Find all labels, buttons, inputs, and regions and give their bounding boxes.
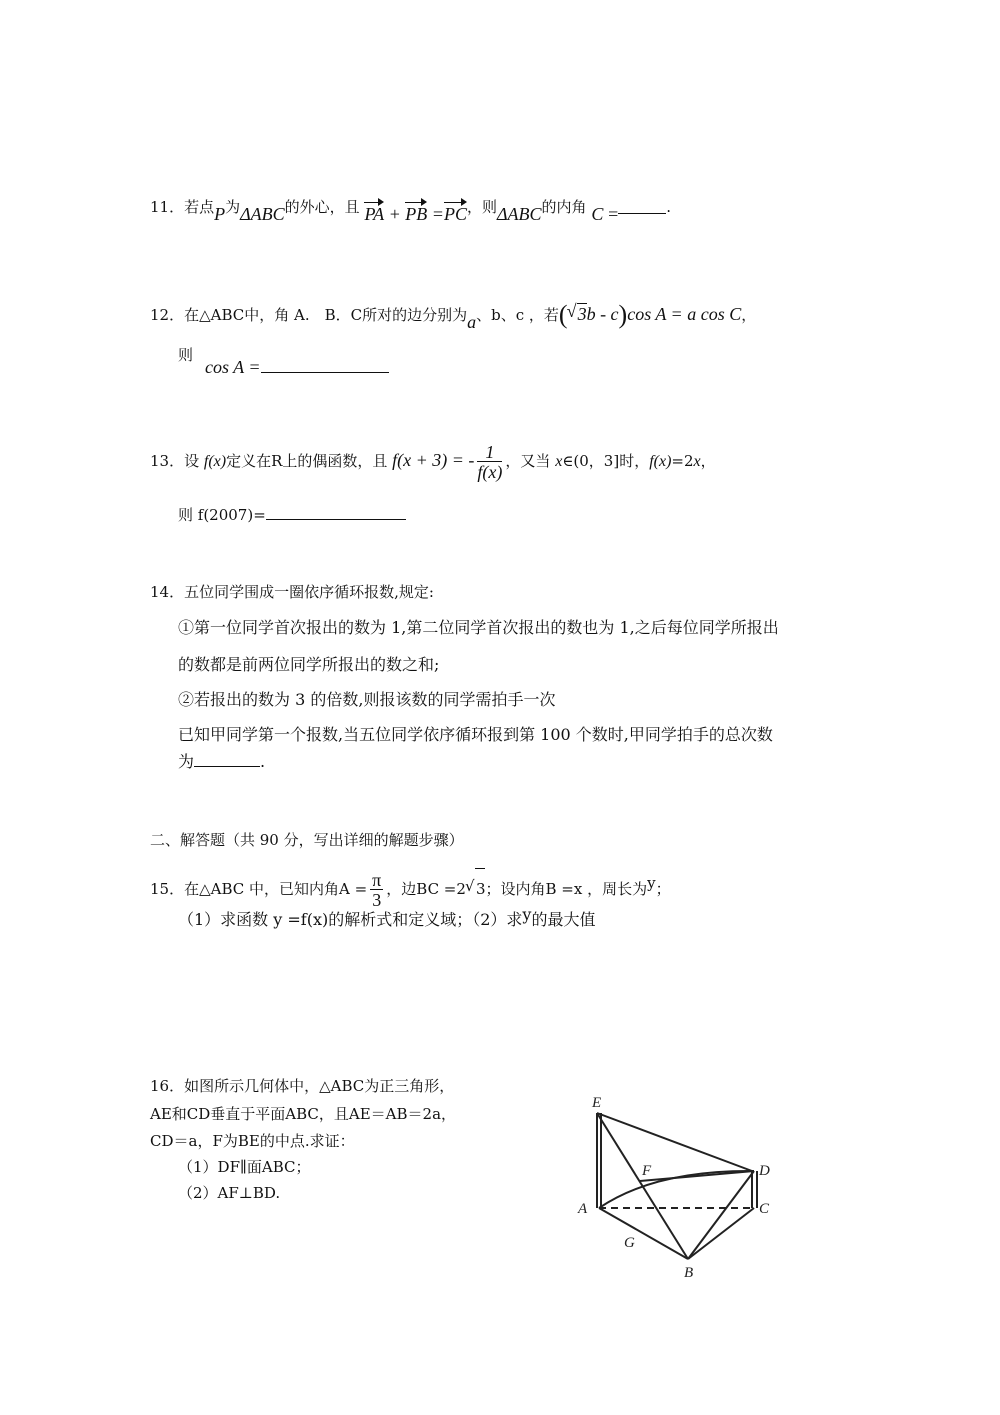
question-15 bbox=[150, 868, 671, 910]
edge-ab bbox=[599, 1208, 688, 1259]
q13-x: x bbox=[555, 453, 563, 470]
q12-sqrt3: √ 3 bbox=[577, 303, 587, 324]
question-12 bbox=[150, 300, 757, 332]
q15-sqrt3: √ 3 bbox=[475, 868, 486, 909]
q15-subquestions bbox=[178, 905, 596, 930]
q12-text-1: 12．在△ABC中，角 A. B．C所对的边分别为 bbox=[150, 306, 468, 324]
section-heading: 二、解答题（共 90 分，写出详细的解题步骤） bbox=[150, 831, 464, 849]
q16-part-1: （1）DF∥面ABC； bbox=[178, 1158, 311, 1176]
q13-text-4: ∈(0，3]时， bbox=[562, 452, 650, 470]
q12-comma: ， bbox=[741, 306, 757, 324]
segment-fd bbox=[640, 1171, 754, 1181]
q13-text-2: 定义在R上的偶函数，且 bbox=[226, 452, 388, 470]
q12-sqrt-term bbox=[568, 304, 619, 324]
q13-text-6: ， bbox=[700, 452, 716, 470]
q15-text-4: ； bbox=[655, 880, 671, 898]
q14-answer-line bbox=[178, 752, 265, 772]
equals-sign: = bbox=[431, 204, 444, 224]
label-f: F bbox=[642, 1163, 652, 1179]
q14-title: 14．五位同学围成一圈依序循环报数,规定: bbox=[150, 583, 434, 601]
q11-text-4: 的内角 bbox=[541, 198, 587, 216]
q15-y: y bbox=[647, 874, 656, 892]
q15-three: 3 bbox=[372, 889, 382, 910]
q11-equals: = bbox=[608, 204, 619, 224]
q12-b-minus-c: b - c bbox=[586, 304, 619, 324]
q15-sub-1: （1）求函数 y =f(x)的解析式和定义域；（2）求 bbox=[178, 910, 523, 929]
q11-vector-equation bbox=[364, 204, 467, 224]
label-g: G bbox=[624, 1235, 635, 1251]
geometry-figure bbox=[560, 1085, 790, 1285]
q11-period: . bbox=[666, 198, 672, 216]
geometry-figure-svg bbox=[560, 1085, 790, 1285]
q14-answer-blank[interactable] bbox=[194, 766, 260, 767]
q15-text-1: 15．在△ABC 中，已知内角A = bbox=[150, 880, 368, 898]
q14-rule-2: ②若报出的数为 3 的倍数,则报该数的同学需拍手一次 bbox=[178, 690, 556, 709]
q12-text-2: 、b、c ，若 bbox=[476, 306, 559, 324]
q11-angle-c: C bbox=[591, 204, 604, 224]
q12-line-2 bbox=[178, 345, 193, 365]
q14-wei: 为 bbox=[178, 752, 195, 771]
q13-f2007: 则 f(2007)= bbox=[178, 506, 266, 524]
q13-fx-2: f(x) bbox=[649, 453, 672, 470]
vector-pc: PC bbox=[444, 200, 467, 224]
q16-line-1: 16．如图所示几何体中，△ABC为正三角形， bbox=[150, 1077, 455, 1095]
q12-line-3 bbox=[205, 357, 389, 378]
q11-answer-blank[interactable] bbox=[618, 213, 666, 214]
label-e: E bbox=[592, 1095, 602, 1111]
vector-pb: PB bbox=[405, 200, 427, 224]
q12-right-paren: ) bbox=[618, 300, 628, 329]
q11-triangle: ΔABC bbox=[240, 204, 285, 224]
q13-answer-blank[interactable] bbox=[266, 519, 406, 520]
q13-text-1: 13．设 bbox=[150, 452, 200, 470]
q15-y-2: y bbox=[522, 905, 532, 924]
q14-rule-1a: ①第一位同学首次报出的数为 1,第二位同学首次报出的数也为 1,之后每位同学所报出 bbox=[178, 618, 779, 637]
q13-line-2 bbox=[178, 505, 406, 525]
q15-fraction bbox=[370, 871, 383, 910]
q13-fraction bbox=[477, 443, 502, 482]
q16-line-2: AE和CD垂直于平面ABC，且AE＝AB＝2a， bbox=[150, 1105, 457, 1123]
q13-lhs: f(x + 3) = - bbox=[392, 450, 475, 470]
label-d: D bbox=[759, 1163, 770, 1179]
plus-sign: + bbox=[388, 204, 401, 224]
q15-text-2: ，边BC =2 bbox=[386, 880, 466, 898]
q13-x-2: x bbox=[693, 453, 701, 470]
q13-denominator: f(x) bbox=[477, 461, 503, 482]
q12-side-a: a bbox=[467, 312, 477, 332]
label-c: C bbox=[759, 1201, 770, 1217]
vector-pa: PA bbox=[364, 200, 384, 224]
q15-pi: π bbox=[372, 869, 382, 890]
q11-triangle-2: ΔABC bbox=[496, 204, 542, 224]
q13-text-5: =2 bbox=[671, 452, 694, 470]
q14-period: . bbox=[260, 752, 266, 771]
q12-equation: cos A = a cos C bbox=[627, 304, 742, 324]
q13-numerator: 1 bbox=[477, 443, 502, 462]
q12-answer-blank[interactable] bbox=[261, 372, 389, 373]
q14-question: 已知甲同学第一个报数,当五位同学依序循环报到第 100 个数时,甲同学拍手的总次数 bbox=[178, 725, 773, 744]
q16-line-3: CD＝a，F为BE的中点.求证： bbox=[150, 1132, 355, 1150]
q11-text-1: 为 bbox=[225, 198, 241, 216]
question-11 bbox=[150, 192, 672, 224]
q15-sub-2: 的最大值 bbox=[531, 910, 596, 929]
label-b: B bbox=[684, 1265, 694, 1281]
q14-rule-1b: 的数都是前两位同学所报出的数之和; bbox=[178, 655, 440, 674]
q11-number: 11．若点 bbox=[150, 198, 215, 216]
q11-text-3: ，则 bbox=[466, 198, 497, 216]
q11-point-p: P bbox=[214, 204, 226, 224]
q16-part-2: （2）AF⊥BD. bbox=[178, 1184, 281, 1202]
q13-fx: f(x) bbox=[203, 453, 227, 470]
q12-cos-a: cos A = bbox=[205, 357, 261, 377]
q12-then: 则 bbox=[178, 346, 194, 364]
q15-text-3: ；设内角B =x ，周长为 bbox=[485, 880, 648, 898]
q12-left-paren: ( bbox=[558, 300, 568, 329]
question-13 bbox=[150, 440, 716, 482]
label-a: A bbox=[578, 1201, 588, 1217]
edge-ed bbox=[597, 1113, 752, 1171]
q11-text-2: 的外心，且 bbox=[284, 198, 360, 216]
q13-text-3: ，又当 bbox=[505, 452, 551, 470]
